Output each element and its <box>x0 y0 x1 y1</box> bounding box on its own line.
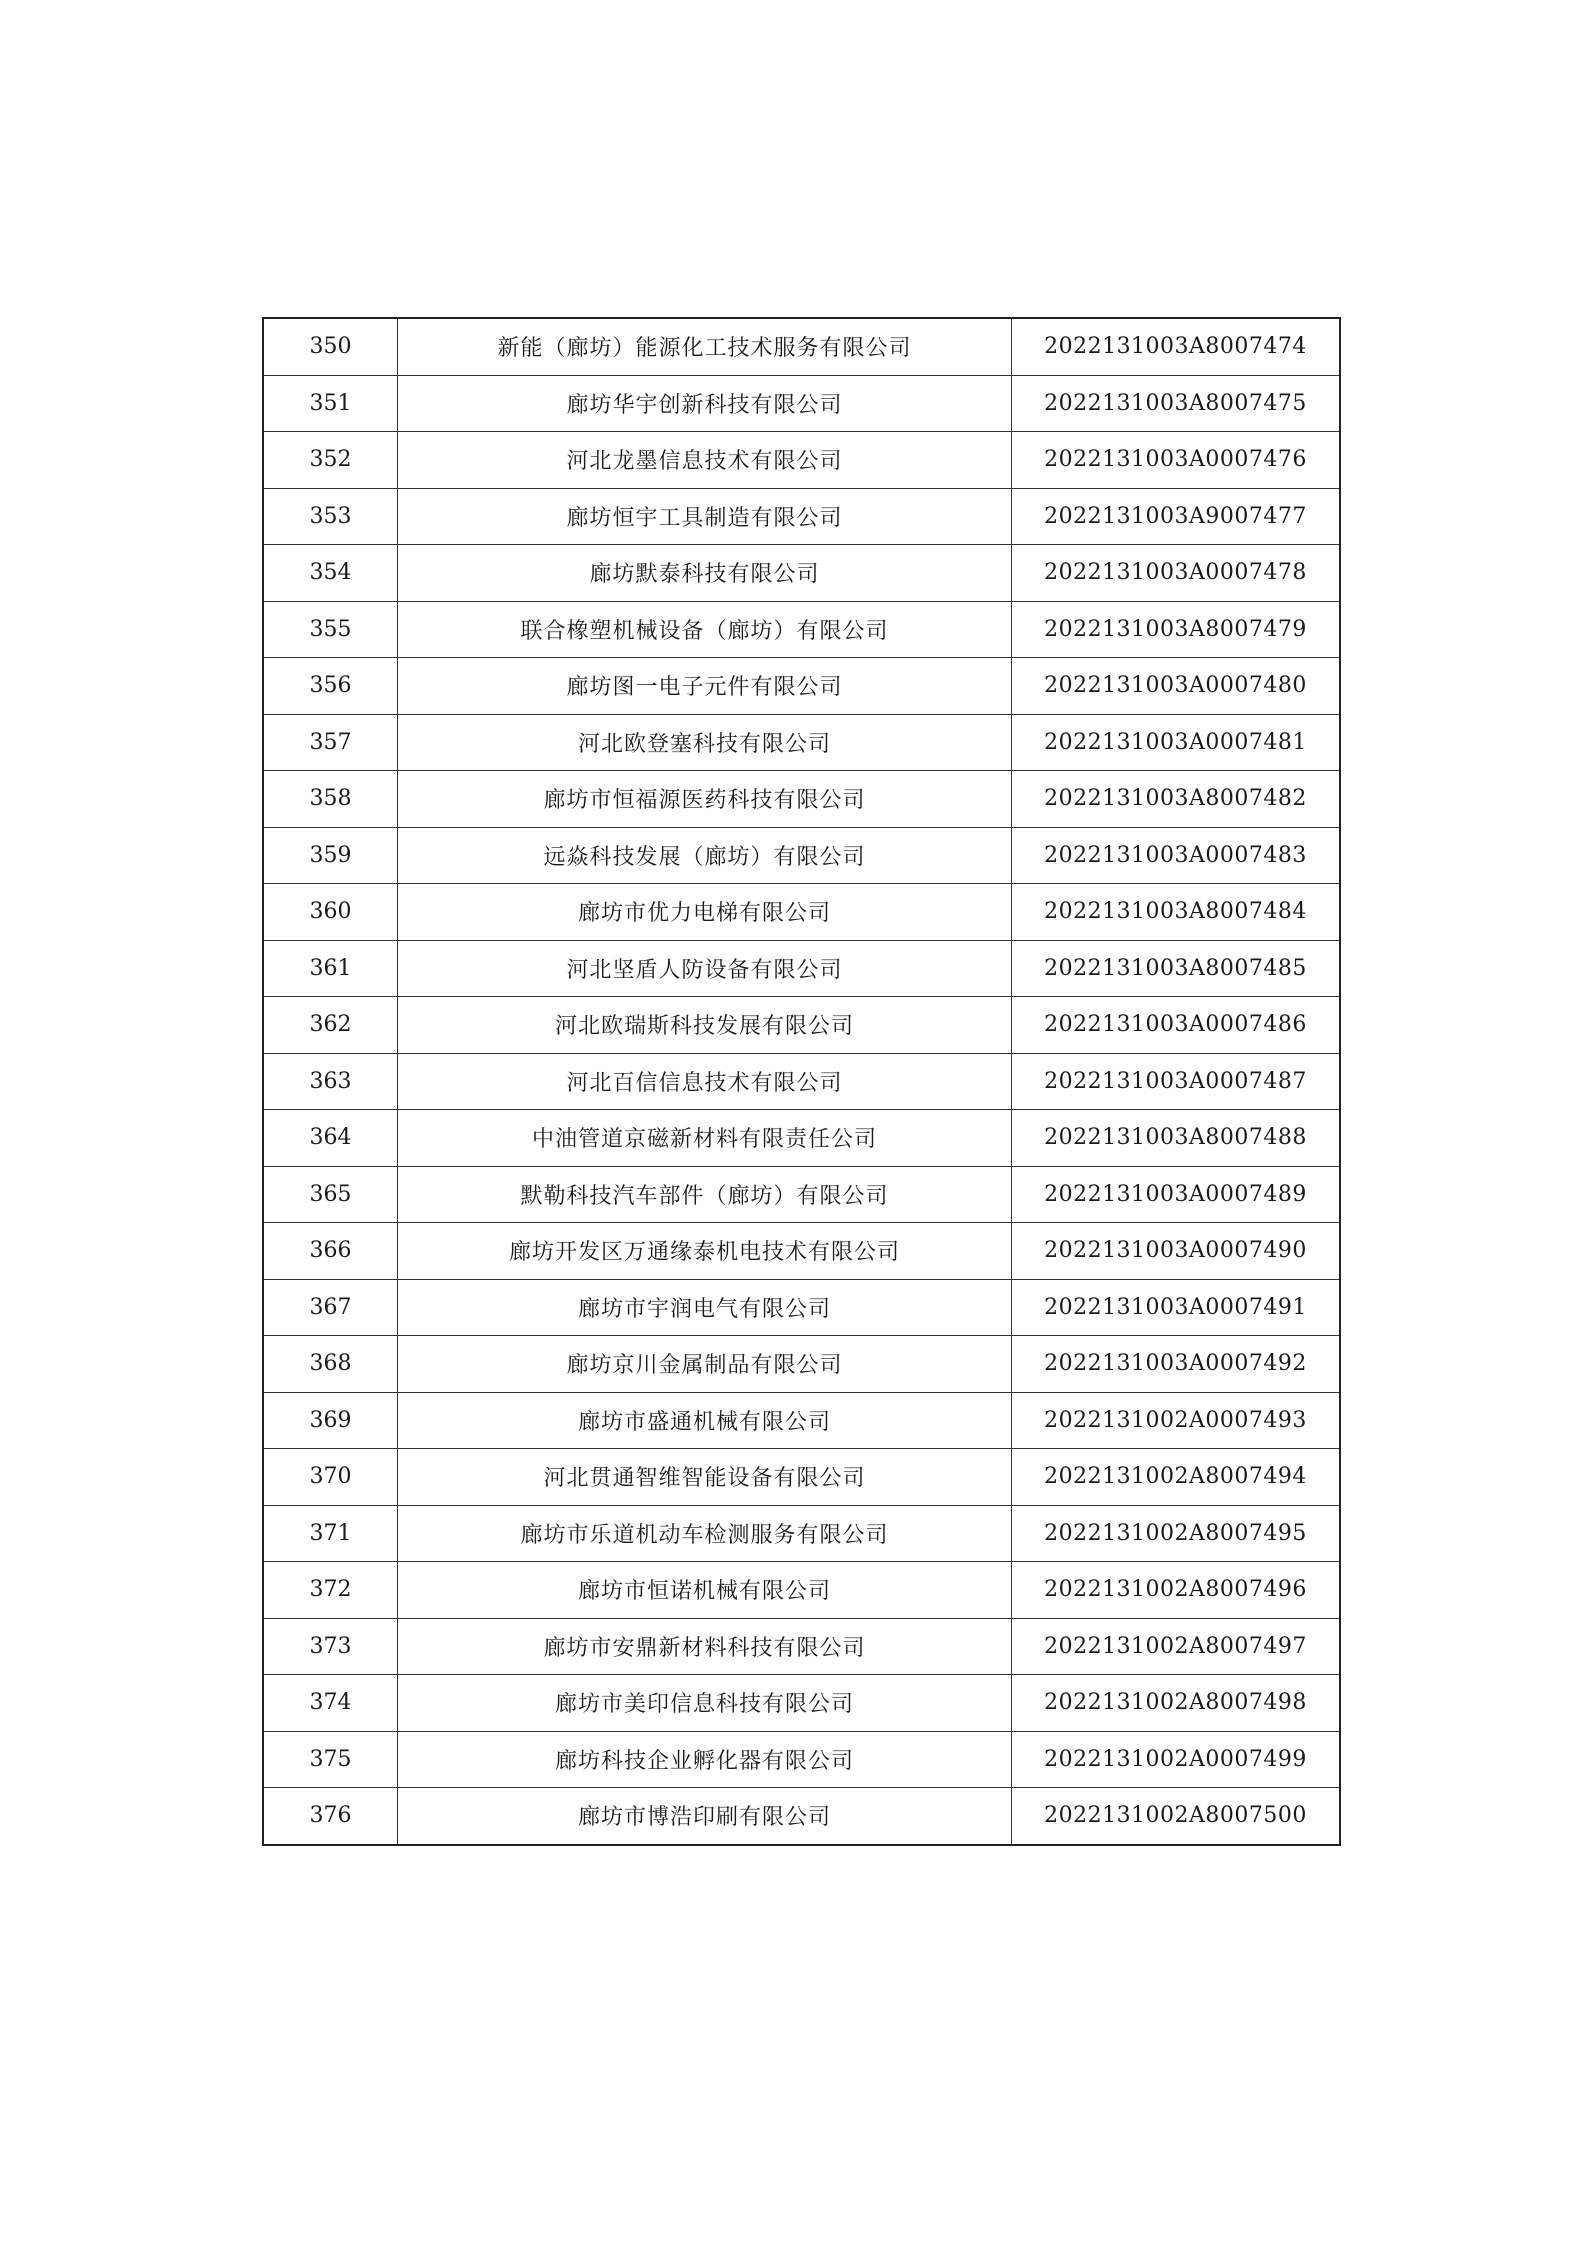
company-name-cell: 远焱科技发展（廊坊）有限公司 <box>398 827 1012 884</box>
row-number-cell: 375 <box>263 1731 398 1788</box>
table-row <box>263 1110 1340 1167</box>
registration-code-cell: 2022131002A8007494 <box>1012 1449 1341 1506</box>
registration-code-cell: 2022131003A8007482 <box>1012 771 1341 828</box>
row-number-cell: 372 <box>263 1562 398 1619</box>
row-number-cell: 364 <box>263 1110 398 1167</box>
company-name-cell: 廊坊市博浩印刷有限公司 <box>398 1788 1012 1845</box>
table-row <box>263 545 1340 602</box>
row-number-cell: 373 <box>263 1618 398 1675</box>
row-number-cell: 355 <box>263 601 398 658</box>
registration-code-cell: 2022131003A0007478 <box>1012 545 1341 602</box>
registration-code-cell: 2022131002A8007497 <box>1012 1618 1341 1675</box>
table-row <box>263 827 1340 884</box>
table-row <box>263 1675 1340 1732</box>
company-name-cell: 廊坊市盛通机械有限公司 <box>398 1392 1012 1449</box>
registration-code-cell: 2022131002A0007493 <box>1012 1392 1341 1449</box>
company-name-cell: 新能（廊坊）能源化工技术服务有限公司 <box>398 318 1012 375</box>
company-name-cell: 廊坊华宇创新科技有限公司 <box>398 375 1012 432</box>
table-row <box>263 1562 1340 1619</box>
table-row <box>263 997 1340 1054</box>
registration-code-cell: 2022131003A8007484 <box>1012 884 1341 941</box>
registration-code-cell: 2022131002A8007498 <box>1012 1675 1341 1732</box>
row-number-cell: 360 <box>263 884 398 941</box>
company-name-cell: 廊坊市美印信息科技有限公司 <box>398 1675 1012 1732</box>
row-number-cell: 367 <box>263 1279 398 1336</box>
table-row <box>263 1053 1340 1110</box>
registration-code-cell: 2022131003A8007485 <box>1012 940 1341 997</box>
table-row <box>263 1505 1340 1562</box>
row-number-cell: 374 <box>263 1675 398 1732</box>
table-row <box>263 1336 1340 1393</box>
company-name-cell: 廊坊市恒诺机械有限公司 <box>398 1562 1012 1619</box>
table-row <box>263 1731 1340 1788</box>
company-name-cell: 廊坊市乐道机动车检测服务有限公司 <box>398 1505 1012 1562</box>
registration-code-cell: 2022131002A8007495 <box>1012 1505 1341 1562</box>
row-number-cell: 350 <box>263 318 398 375</box>
table-body <box>263 318 1340 1845</box>
company-name-cell: 廊坊市优力电梯有限公司 <box>398 884 1012 941</box>
table-row <box>263 432 1340 489</box>
row-number-cell: 351 <box>263 375 398 432</box>
registration-code-cell: 2022131003A0007480 <box>1012 658 1341 715</box>
row-number-cell: 352 <box>263 432 398 489</box>
registration-code-cell: 2022131002A0007499 <box>1012 1731 1341 1788</box>
row-number-cell: 354 <box>263 545 398 602</box>
registration-code-cell: 2022131003A0007476 <box>1012 432 1341 489</box>
registration-code-cell: 2022131003A8007488 <box>1012 1110 1341 1167</box>
row-number-cell: 363 <box>263 1053 398 1110</box>
row-number-cell: 376 <box>263 1788 398 1845</box>
company-name-cell: 廊坊开发区万通缘泰机电技术有限公司 <box>398 1223 1012 1280</box>
company-name-cell: 联合橡塑机械设备（廊坊）有限公司 <box>398 601 1012 658</box>
registration-code-cell: 2022131002A8007496 <box>1012 1562 1341 1619</box>
company-name-cell: 廊坊市恒福源医药科技有限公司 <box>398 771 1012 828</box>
company-name-cell: 河北龙墨信息技术有限公司 <box>398 432 1012 489</box>
company-name-cell: 廊坊科技企业孵化器有限公司 <box>398 1731 1012 1788</box>
row-number-cell: 358 <box>263 771 398 828</box>
row-number-cell: 368 <box>263 1336 398 1393</box>
company-registration-table <box>262 317 1341 1846</box>
table-row <box>263 940 1340 997</box>
registration-code-cell: 2022131003A0007492 <box>1012 1336 1341 1393</box>
company-name-cell: 廊坊市安鼎新材料科技有限公司 <box>398 1618 1012 1675</box>
registration-code-cell: 2022131003A0007489 <box>1012 1166 1341 1223</box>
registration-code-cell: 2022131003A8007475 <box>1012 375 1341 432</box>
registration-code-cell: 2022131003A0007481 <box>1012 714 1341 771</box>
registration-code-cell: 2022131002A8007500 <box>1012 1788 1341 1845</box>
registration-code-cell: 2022131003A0007483 <box>1012 827 1341 884</box>
registration-code-cell: 2022131003A8007474 <box>1012 318 1341 375</box>
table-row <box>263 488 1340 545</box>
company-name-cell: 河北百信信息技术有限公司 <box>398 1053 1012 1110</box>
registration-code-cell: 2022131003A0007486 <box>1012 997 1341 1054</box>
registration-code-cell: 2022131003A9007477 <box>1012 488 1341 545</box>
table-row <box>263 1279 1340 1336</box>
row-number-cell: 362 <box>263 997 398 1054</box>
table-row <box>263 714 1340 771</box>
company-name-cell: 廊坊恒宇工具制造有限公司 <box>398 488 1012 545</box>
company-name-cell: 中油管道京磁新材料有限责任公司 <box>398 1110 1012 1167</box>
registration-code-cell: 2022131003A0007490 <box>1012 1223 1341 1280</box>
table-row <box>263 1788 1340 1845</box>
row-number-cell: 356 <box>263 658 398 715</box>
registration-code-cell: 2022131003A8007479 <box>1012 601 1341 658</box>
table-row <box>263 1618 1340 1675</box>
row-number-cell: 366 <box>263 1223 398 1280</box>
row-number-cell: 357 <box>263 714 398 771</box>
table-row <box>263 658 1340 715</box>
table-row <box>263 771 1340 828</box>
company-name-cell: 河北贯通智维智能设备有限公司 <box>398 1449 1012 1506</box>
company-name-cell: 廊坊京川金属制品有限公司 <box>398 1336 1012 1393</box>
row-number-cell: 371 <box>263 1505 398 1562</box>
table-row <box>263 601 1340 658</box>
table-row <box>263 1449 1340 1506</box>
row-number-cell: 369 <box>263 1392 398 1449</box>
row-number-cell: 365 <box>263 1166 398 1223</box>
registration-code-cell: 2022131003A0007491 <box>1012 1279 1341 1336</box>
company-name-cell: 默勒科技汽车部件（廊坊）有限公司 <box>398 1166 1012 1223</box>
company-name-cell: 廊坊图一电子元件有限公司 <box>398 658 1012 715</box>
row-number-cell: 361 <box>263 940 398 997</box>
company-name-cell: 河北坚盾人防设备有限公司 <box>398 940 1012 997</box>
row-number-cell: 359 <box>263 827 398 884</box>
table-row <box>263 1392 1340 1449</box>
table-row <box>263 318 1340 375</box>
company-name-cell: 河北欧瑞斯科技发展有限公司 <box>398 997 1012 1054</box>
company-name-cell: 廊坊默泰科技有限公司 <box>398 545 1012 602</box>
table-row <box>263 1166 1340 1223</box>
table-row <box>263 884 1340 941</box>
row-number-cell: 353 <box>263 488 398 545</box>
table-row <box>263 375 1340 432</box>
company-name-cell: 河北欧登塞科技有限公司 <box>398 714 1012 771</box>
company-name-cell: 廊坊市宇润电气有限公司 <box>398 1279 1012 1336</box>
table-row <box>263 1223 1340 1280</box>
row-number-cell: 370 <box>263 1449 398 1506</box>
registration-code-cell: 2022131003A0007487 <box>1012 1053 1341 1110</box>
